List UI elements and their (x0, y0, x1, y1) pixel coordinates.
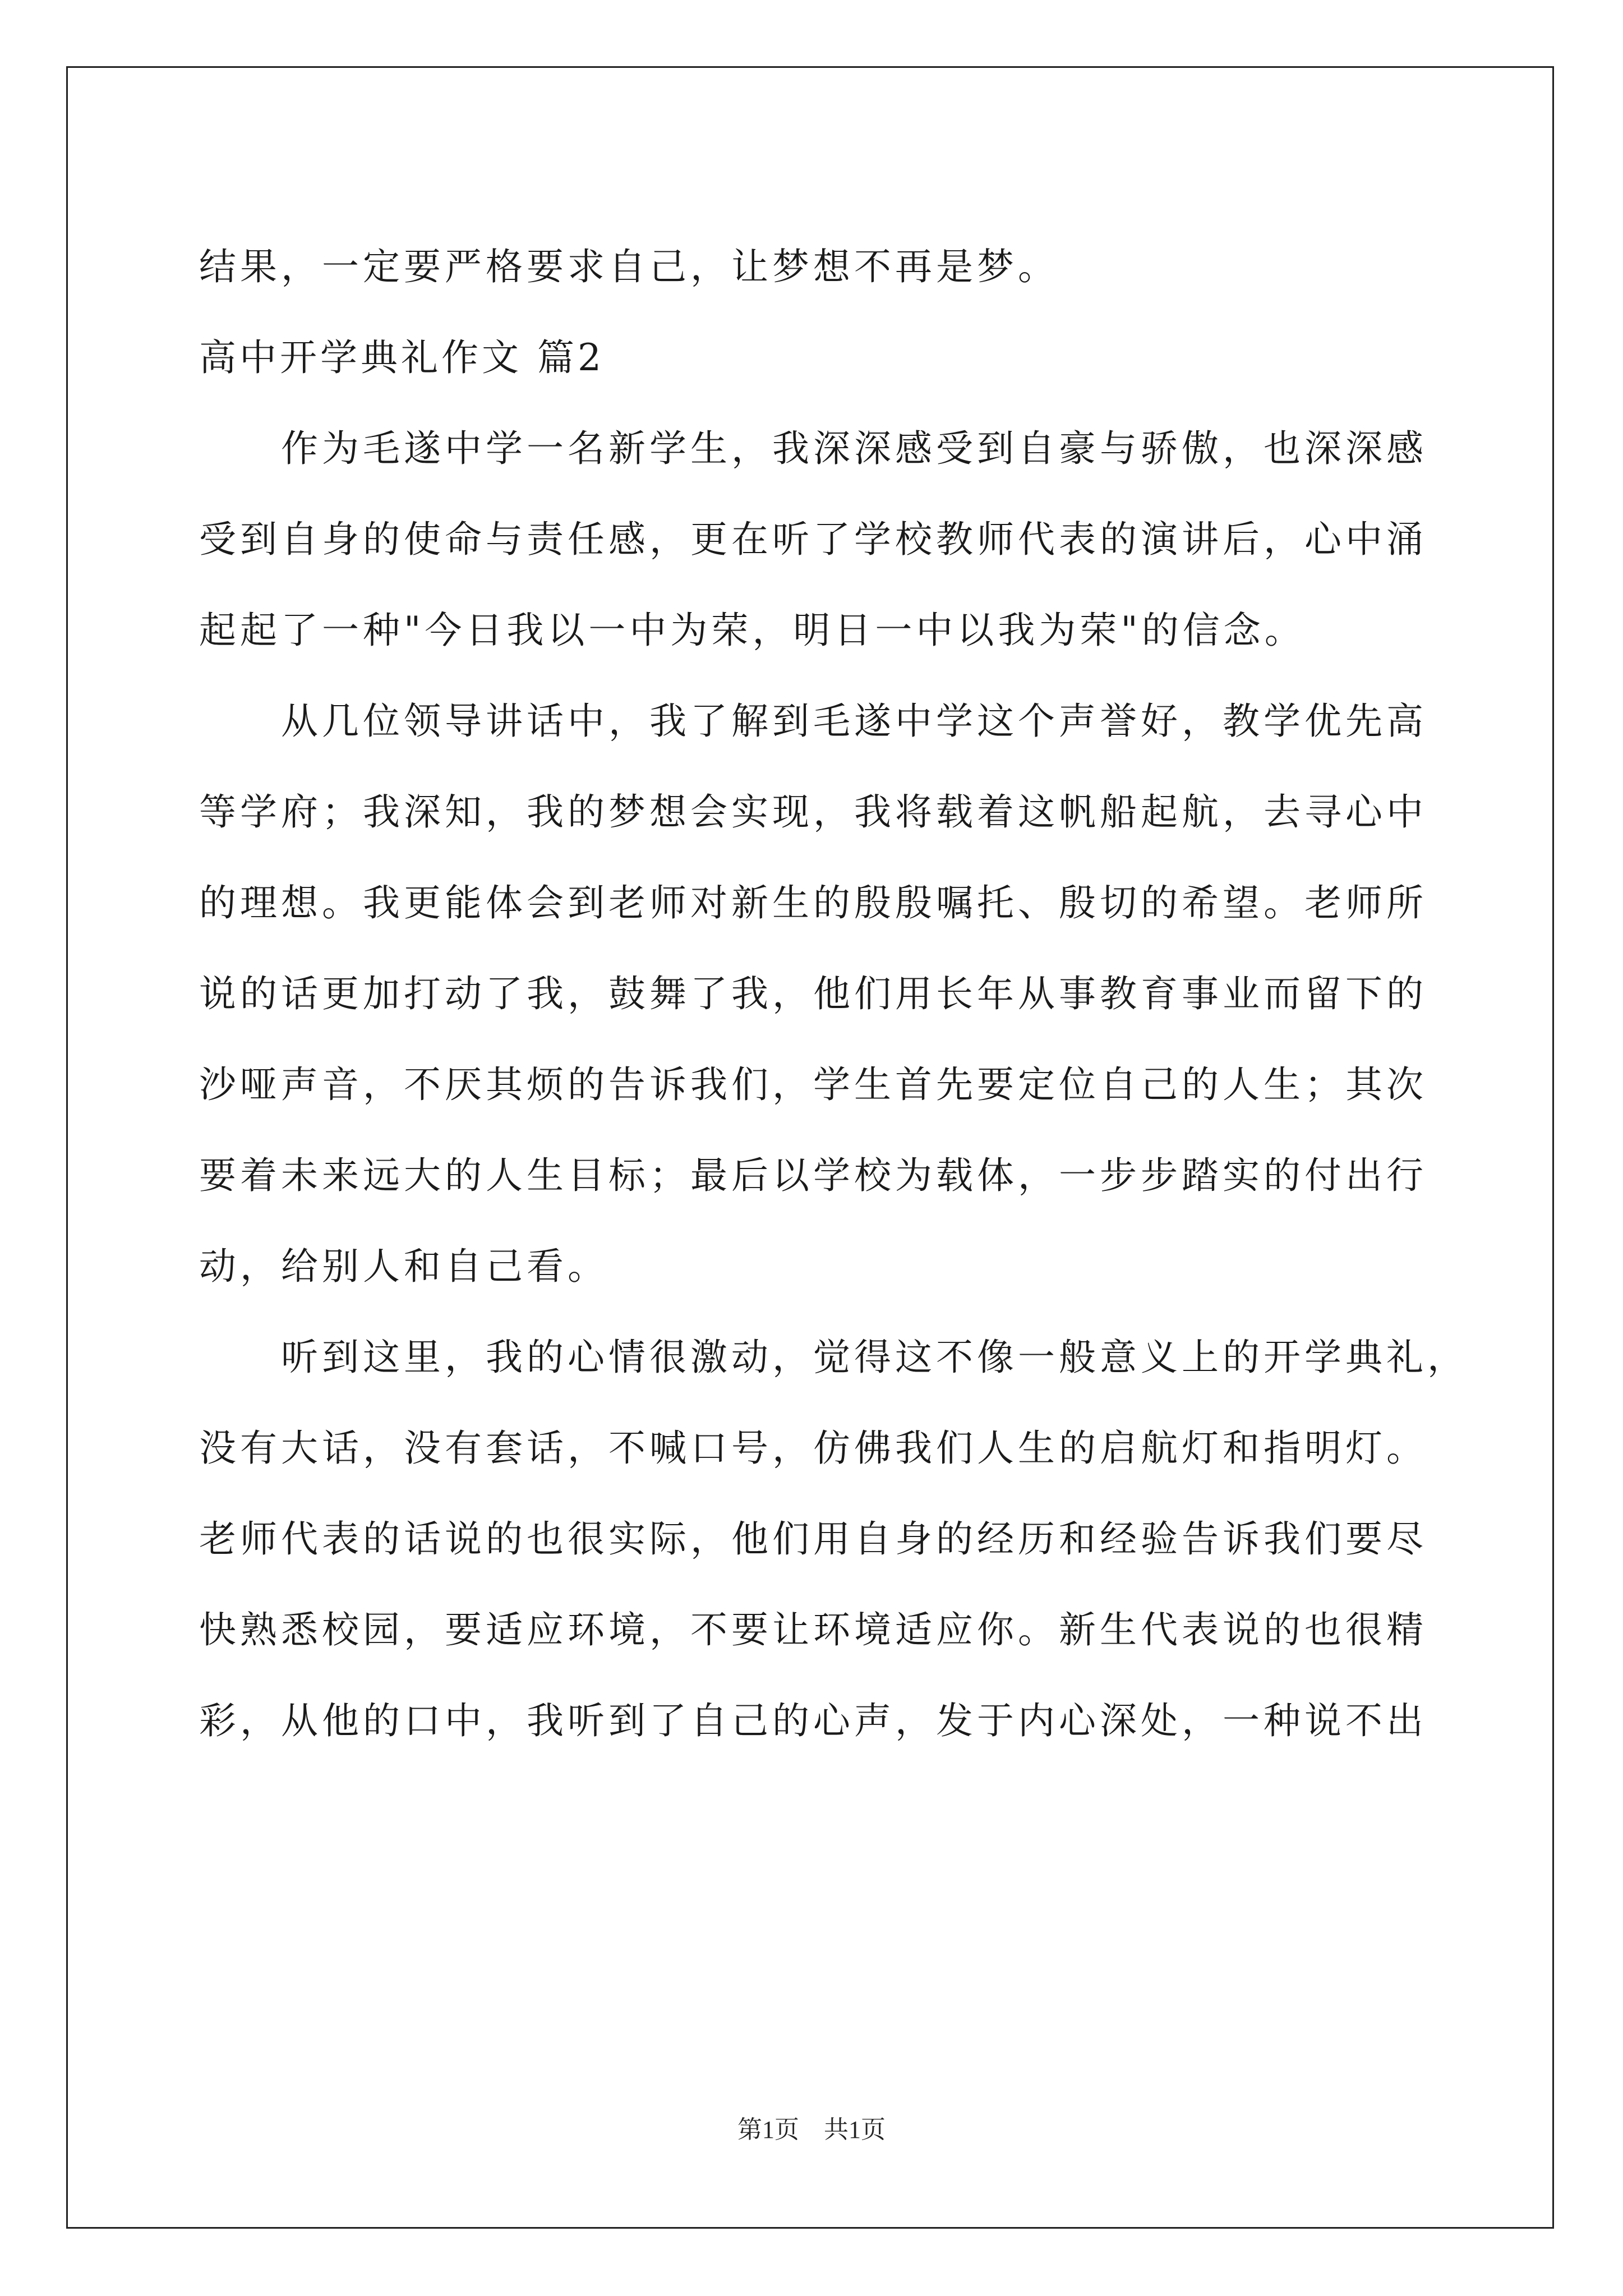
document-body (199, 222, 1468, 1766)
text-line: 受到自身的使命与责任感，更在听了学校教师代表的演讲后，心中涌 (199, 518, 1427, 561)
text-line: 的理想。我更能体会到老师对新生的殷殷嘱托、殷切的希望。老师所 (199, 881, 1427, 924)
text-line: 结果，一定要严格要求自己，让梦想不再是梦。 (199, 245, 1059, 288)
text-line: 起起了一种"今日我以一中为荣，明日一中以我为荣"的信念。 (199, 609, 1306, 652)
text-line: 沙哑声音，不厌其烦的告诉我们，学生首先要定位自己的人生；其次 (199, 1063, 1427, 1106)
text-line: 从几位领导讲话中，我了解到毛遂中学这个声誉好，教学优先高 (281, 700, 1427, 743)
text-line: 老师代表的话说的也很实际，他们用自身的经历和经验告诉我们要尽 (199, 1517, 1427, 1561)
page-number-footer: 第1页 共1页 (737, 2116, 886, 2143)
text-line: 听到这里，我的心情很激动，觉得这不像一般意义上的开学典礼， (281, 1336, 1468, 1379)
text-line: 要着未来远大的人生目标；最后以学校为载体，一步步踏实的付出行 (199, 1154, 1427, 1197)
text-line: 等学府；我深知，我的梦想会实现，我将载着这帆船起航，去寻心中 (199, 790, 1427, 834)
text-line: 作为毛遂中学一名新学生，我深深感受到自豪与骄傲，也深深感 (281, 427, 1427, 470)
text-line: 说的话更加打动了我，鼓舞了我，他们用长年从事教育事业而留下的 (199, 972, 1427, 1015)
text-line: 动，给别人和自己看。 (199, 1245, 608, 1288)
text-line: 彩，从他的口中，我听到了自己的心声，发于内心深处，一种说不出 (199, 1699, 1427, 1742)
section-heading: 高中开学典礼作文 篇2 (199, 336, 605, 379)
text-line: 没有大话，没有套话，不喊口号，仿佛我们人生的启航灯和指明灯。 (199, 1427, 1427, 1470)
text-line: 快熟悉校园，要适应环境，不要让环境适应你。新生代表说的也很精 (199, 1608, 1427, 1651)
